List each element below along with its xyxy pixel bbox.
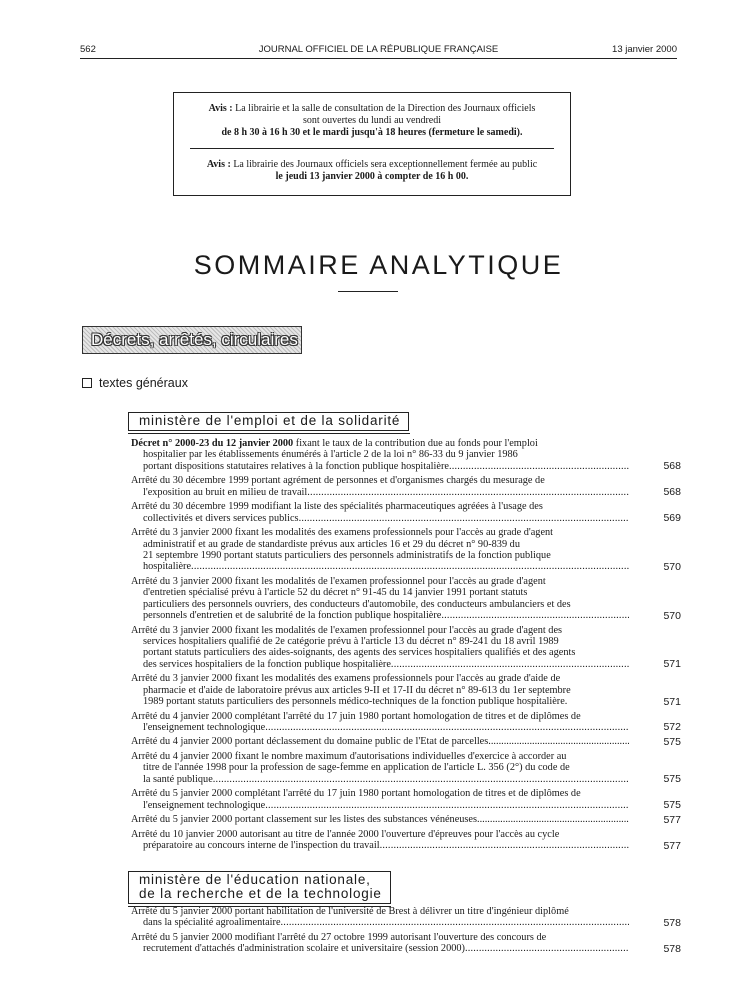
avis-label: Avis :: [208, 103, 233, 114]
entry-text: [131, 487, 629, 498]
list-item: [131, 736, 629, 747]
notice-separator: [190, 148, 554, 149]
entry-text: [131, 475, 629, 486]
entry-text: [131, 696, 629, 707]
entry-text-last: portant dispositions statutaires relatives à la fonction publique hospitalière: [143, 460, 449, 472]
leader-dots: [191, 561, 629, 572]
list-item: [131, 673, 629, 707]
page-reference: 575: [663, 799, 681, 812]
entry-title: Arrêté du 3 janvier 2000 fixant les modalités de l'examen professionnel pour l'accès au grade d'agent des: [131, 624, 563, 636]
list-item: [131, 475, 629, 498]
entry-title: Arrêté du 4 janvier 2000 complétant l'arrêté du 17 juin 1980 portant homologation de titres et de diplômes de: [131, 710, 581, 722]
entry-text: [131, 722, 629, 733]
entry-text-last: des services hospitaliers de la fonction publique hospitalière: [143, 658, 391, 670]
entry-text: [131, 673, 629, 684]
entry-text: [131, 576, 629, 587]
page-reference: 577: [663, 813, 681, 826]
entry-title: Arrêté du 3 janvier 2000 fixant les modalités de l'examen professionnel pour l'accès au grade d'agent: [131, 575, 546, 587]
ministry-heading: [128, 412, 409, 431]
entry-text: [131, 917, 629, 928]
list-item: [131, 438, 629, 472]
entry-text: [131, 932, 629, 943]
entry-text-last: la santé publique: [143, 773, 213, 785]
subsection-heading: [82, 376, 188, 390]
entry-text: [131, 906, 629, 917]
list-item: [131, 711, 629, 734]
entry-text-last: collectivités et divers services publics: [143, 512, 299, 524]
entry-text-last: l'enseignement technologique: [143, 721, 266, 733]
list-item: [131, 527, 629, 573]
page-reference: 575: [663, 773, 681, 786]
entry-title: Arrêté du 3 janvier 2000 fixant les modalités des examens professionnels pour l'accès au grade d'agent: [131, 527, 554, 539]
notice-box: [173, 92, 571, 196]
notice-text: La librairie et la salle de consultation de la Direction des Journaux officiels: [235, 103, 536, 114]
entry-text: particuliers des personnels ouvriers, des conducteurs d'automobile, des conducteurs ambulanciers et des: [143, 598, 571, 610]
entry-text-last: recrutement d'attachés d'administration scolaire et universitaire (session 2000): [143, 943, 465, 955]
list-item: [131, 906, 629, 929]
leader-dots: [488, 736, 629, 747]
page-reference: 569: [663, 512, 681, 525]
leader-dots: [265, 722, 629, 733]
ministry-heading: [128, 871, 391, 904]
entry-text: [131, 774, 629, 785]
entry-text-last: l'enseignement technologique: [143, 799, 266, 811]
notice-text: sont ouvertes du lundi au vendredi: [302, 115, 442, 126]
entry-title: Arrêté du 5 janvier 2000 portant habilitation de l'université de Brest à délivrer un titre d'ingénieur diplômé: [131, 906, 569, 917]
entry-title: Arrêté du 4 janvier 2000 fixant le nombre maximum d'autorisations individuelles d'exercice à accorder au: [131, 750, 567, 762]
page-reference: 572: [663, 721, 681, 734]
leader-dots: [265, 800, 629, 811]
entry-text-last: dans la spécialité agroalimentaire: [143, 917, 281, 929]
decree-title: Décret n° 2000-23 du 12 janvier 2000: [131, 438, 294, 449]
leader-dots: [307, 487, 629, 498]
entry-text: [131, 501, 629, 512]
entry-text: [131, 711, 629, 722]
subsection-label: textes généraux: [99, 376, 188, 390]
issue-date: 13 janvier 2000: [612, 44, 677, 55]
notice-avis-2: [180, 159, 564, 183]
notice-text: La librairie des Journaux officiels sera exceptionnellement fermée au public: [233, 159, 538, 170]
page-reference: 570: [663, 609, 681, 622]
page-reference: 577: [663, 839, 681, 852]
entry-text-last: hospitalière: [143, 561, 192, 573]
page-reference: 578: [663, 942, 681, 955]
leader-dots: [449, 461, 629, 472]
leader-dots: [380, 840, 629, 851]
entry-text: [131, 513, 629, 524]
list-item: [131, 814, 629, 825]
page-reference: 571: [663, 695, 681, 708]
entry-text: services hospitaliers qualifié de 2e catégorie prévu à l'article 13 du décret n° 89-241 du 18 avril 1989: [143, 635, 559, 647]
entry-text: [131, 461, 629, 472]
entry-text: titre de l'année 1998 pour la profession de sage-femme en application de l'article L. 356 (2°) du code de: [143, 762, 570, 774]
entry-text: [131, 840, 629, 851]
entry-text-last: personnels d'entretien et de salubrité de la fonction publique hospitalière: [143, 610, 442, 622]
entry-text: [131, 829, 629, 840]
header-rule: [80, 58, 677, 59]
entry-text: [131, 659, 629, 670]
checkbox-icon: [82, 378, 92, 388]
list-item: [131, 751, 629, 785]
notice-avis-1: [180, 103, 564, 139]
entry-text: administratif et au grade de standardiste prévus aux articles 16 et 29 du décret n° 90-839 du: [143, 538, 520, 550]
entry-text-last: préparatoire au concours interne de l'inspection du travail: [143, 840, 380, 851]
entry-title: Arrêté du 5 janvier 2000 modifiant l'arrêté du 27 octobre 1999 autorisant l'ouverture des concours de: [131, 931, 547, 943]
page-reference: 578: [663, 916, 681, 929]
entry-text: portant statuts particuliers des aides-soignants, des agents des services hospitaliers qualifiés et des agents: [143, 647, 576, 659]
list-item: [131, 501, 629, 524]
entry-text-last: 1989 portant statuts particuliers des personnels médico-techniques de la fonction publique hospitalière.: [143, 696, 568, 707]
entry-text: [131, 751, 629, 762]
notice-closure-date: le jeudi 13 janvier 2000 à compter de 16 h 00.: [275, 171, 469, 182]
section-banner-label: Décrets, arrêtés, circulaires: [91, 330, 298, 349]
entry-text-last: l'exposition au bruit en milieu de travail: [143, 486, 308, 498]
ministry-name: de la recherche et de la technologie: [139, 886, 382, 901]
leader-dots: [281, 917, 629, 928]
entry-title: Arrêté du 10 janvier 2000 autorisant au titre de l'année 2000 l'ouverture d'épreuves pour l'accès au cycle: [131, 828, 560, 840]
entry-text: 21 septembre 1990 portant statuts particuliers des personnels administratifs de la fonction publique: [143, 549, 551, 561]
page-reference: 570: [663, 560, 681, 573]
page-reference: 575: [663, 735, 681, 748]
list-item: [131, 625, 629, 671]
notice-hours: de 8 h 30 à 16 h 30 et le mardi jusqu'à 18 heures (fermeture le samedi).: [221, 127, 523, 138]
entry-title: Arrêté du 3 janvier 2000 fixant les modalités des examens professionnels pour l'accès au grade d'aide de: [131, 673, 561, 685]
list-item: [131, 932, 629, 955]
leader-dots: [441, 610, 629, 621]
avis-label: Avis :: [206, 159, 231, 170]
entry-text: [131, 438, 629, 449]
entry-title: Arrêté du 5 janvier 2000 portant classement sur les listes des substances vénéneuses: [131, 814, 477, 826]
entry-title: Arrêté du 4 janvier 2000 portant déclassement du domaine public de l'Etat de parcelles: [131, 736, 489, 748]
entry-title: Arrêté du 30 décembre 1999 modifiant la liste des spécialités pharmaceutiques agréées à l'usage des: [131, 501, 543, 513]
list-item: [131, 788, 629, 811]
leader-dots: [477, 814, 629, 825]
entry-title: Arrêté du 30 décembre 1999 portant agrément de personnes et d'organismes chargés du mesurage de: [131, 475, 545, 487]
entry-text: [131, 625, 629, 636]
journal-title: JOURNAL OFFICIEL DE LA RÉPUBLIQUE FRANÇAISE: [258, 44, 499, 55]
page-reference: 568: [663, 460, 681, 473]
entry-text: [131, 800, 629, 811]
leader-dots: [213, 774, 629, 785]
list-item: [131, 829, 629, 852]
entry-text: pharmacie et d'aide de laboratoire prévus aux articles 9-II et 17-II du décret n° 89-613 du 1er septembre: [143, 684, 571, 696]
list-item: [131, 576, 629, 622]
entry-text: [131, 943, 629, 954]
entry-text: d'entretien spécialisé prévu à l'article 52 du décret n° 91-45 du 14 janvier 1991 portant statuts: [143, 587, 528, 599]
page-number: 562: [80, 44, 96, 55]
title-underline: [338, 291, 398, 292]
entry-text: [131, 561, 629, 572]
entry-text: [131, 610, 629, 621]
entry-text: hospitalier par les établissements énumérés à l'article 2 de la loi n° 86-33 du 9 janvier 1986: [143, 449, 518, 461]
entry-text: [131, 736, 629, 747]
entry-text: [131, 788, 629, 799]
leader-dots: [391, 659, 629, 670]
page-reference: 571: [663, 658, 681, 671]
page-reference: 568: [663, 486, 681, 499]
page-title: SOMMAIRE ANALYTIQUE: [193, 250, 564, 280]
leader-dots: [465, 943, 629, 954]
entry-title: Arrêté du 5 janvier 2000 complétant l'arrêté du 17 juin 1980 portant homologation de titres et de diplômes de: [131, 788, 581, 800]
leader-dots: [299, 513, 629, 524]
entry-title: fixant le taux de la contribution due au fonds pour l'emploi: [293, 438, 538, 449]
entry-text: [131, 814, 629, 825]
entry-text: [131, 527, 629, 538]
section-banner: [82, 326, 302, 354]
ministry-name: ministère de l'éducation nationale,: [139, 872, 371, 887]
page-header: [80, 44, 677, 58]
ministry-name: ministère de l'emploi et de la solidarité: [139, 413, 401, 428]
